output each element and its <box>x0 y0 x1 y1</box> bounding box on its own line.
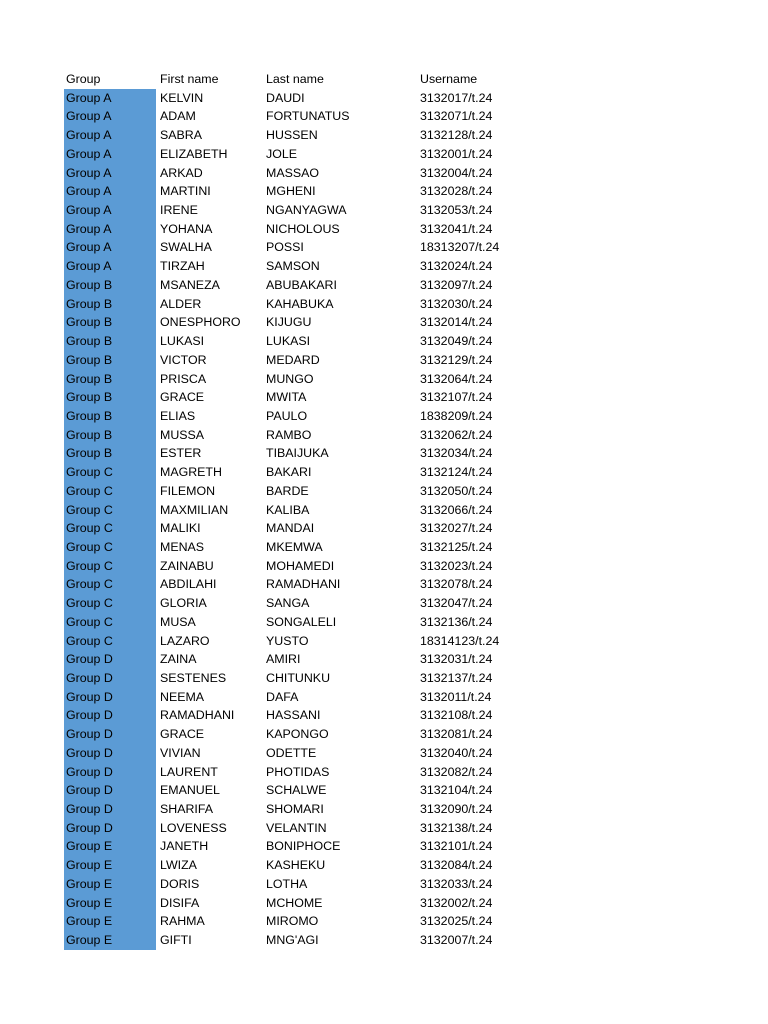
username-cell[interactable]: 3132001/t.24 <box>420 146 493 161</box>
group-cell[interactable]: Group B <box>64 332 156 351</box>
username-cell[interactable]: 3132062/t.24 <box>420 427 493 442</box>
group-cell[interactable]: Group A <box>64 164 156 183</box>
table-row <box>64 201 524 220</box>
first-name-cell[interactable]: LAZARO <box>160 633 210 648</box>
last-name-cell[interactable]: FORTUNATUS <box>266 109 350 124</box>
last-name-cell[interactable]: VELANTIN <box>266 820 327 835</box>
table-row <box>64 89 524 108</box>
last-name-cell[interactable]: KASHEKU <box>266 858 326 873</box>
table-row <box>64 351 524 370</box>
table-row <box>64 295 524 314</box>
table-row <box>64 482 524 501</box>
last-name-cell[interactable]: MWITA <box>266 390 307 405</box>
table-row <box>64 781 524 800</box>
table-row <box>64 856 524 875</box>
last-name-cell[interactable]: TIBAIJUKA <box>266 446 329 461</box>
table-row <box>64 313 524 332</box>
username-cell[interactable]: 3132128/t.24 <box>420 128 493 143</box>
username-cell[interactable]: 3132125/t.24 <box>420 539 493 554</box>
table-row <box>64 763 524 782</box>
group-cell[interactable]: Group E <box>64 894 156 913</box>
table-row <box>64 257 524 276</box>
first-name-cell[interactable]: VICTOR <box>160 352 207 367</box>
group-cell[interactable]: Group A <box>64 145 156 164</box>
first-name-cell[interactable]: MARTINI <box>160 184 211 199</box>
username-cell[interactable]: 3132053/t.24 <box>420 203 493 218</box>
table-row <box>64 463 524 482</box>
username-cell[interactable]: 3132050/t.24 <box>420 483 493 498</box>
table-row <box>64 126 524 145</box>
group-cell[interactable]: Group B <box>64 407 156 426</box>
last-name-cell[interactable]: HASSANI <box>266 708 321 723</box>
username-cell[interactable]: 3132129/t.24 <box>420 352 493 367</box>
username-cell[interactable]: 3132011/t.24 <box>420 689 492 704</box>
first-name-cell[interactable]: DORIS <box>160 876 200 891</box>
username-cell[interactable]: 3132034/t.24 <box>420 446 493 461</box>
username-cell[interactable]: 3132138/t.24 <box>420 820 493 835</box>
last-name-cell[interactable]: RAMADHANI <box>266 577 341 592</box>
group-cell[interactable]: Group C <box>64 632 156 651</box>
first-name-cell[interactable]: FILEMON <box>160 483 216 498</box>
group-cell[interactable]: Group D <box>64 781 156 800</box>
group-cell[interactable]: Group C <box>64 482 156 501</box>
last-name-cell[interactable]: YUSTO <box>266 633 309 648</box>
group-cell[interactable]: Group D <box>64 650 156 669</box>
first-name-cell[interactable]: DISIFA <box>160 895 200 910</box>
group-cell[interactable]: Group B <box>64 444 156 463</box>
table-row <box>64 519 524 538</box>
last-name-cell[interactable]: PAULO <box>266 408 308 423</box>
username-cell[interactable]: 3132064/t.24 <box>420 371 493 386</box>
username-cell[interactable]: 3132090/t.24 <box>420 802 493 817</box>
first-name-cell[interactable]: MSANEZA <box>160 277 220 292</box>
table-row <box>64 819 524 838</box>
group-cell[interactable]: Group D <box>64 669 156 688</box>
group-cell[interactable]: Group E <box>64 856 156 875</box>
username-cell[interactable]: 3132007/t.24 <box>420 933 493 948</box>
group-cell[interactable]: Group A <box>64 182 156 201</box>
first-name-cell[interactable]: ARKAD <box>160 165 203 180</box>
table-row <box>64 931 524 950</box>
table-row <box>64 370 524 389</box>
first-name-cell[interactable]: MAGRETH <box>160 465 222 480</box>
last-name-cell[interactable]: MANDAI <box>266 521 315 536</box>
first-name-cell[interactable]: GIFTI <box>160 933 192 948</box>
username-cell[interactable]: 18314123/t.24 <box>420 633 500 648</box>
group-cell[interactable]: Group B <box>64 276 156 295</box>
last-name-cell[interactable]: NICHOLOUS <box>266 221 340 236</box>
first-name-cell[interactable]: ABDILAHI <box>160 577 217 592</box>
last-name-cell[interactable]: SANGA <box>266 596 310 611</box>
last-name-cell[interactable]: RAMBO <box>266 427 312 442</box>
header-row <box>64 70 524 89</box>
group-cell[interactable]: Group C <box>64 463 156 482</box>
last-name-cell[interactable]: MKEMWA <box>266 539 323 554</box>
first-name-cell[interactable]: RAHMA <box>160 914 205 929</box>
first-name-cell[interactable]: SWALHA <box>160 240 212 255</box>
group-cell[interactable]: Group B <box>64 313 156 332</box>
username-cell[interactable]: 3132107/t.24 <box>420 390 493 405</box>
first-name-cell[interactable]: LUKASI <box>160 334 205 349</box>
table-row <box>64 220 524 239</box>
first-name-cell[interactable]: MUSA <box>160 614 196 629</box>
last-name-cell[interactable]: SCHALWE <box>266 783 327 798</box>
header-username[interactable]: Username <box>420 72 478 86</box>
group-cell[interactable]: Group E <box>64 837 156 856</box>
group-cell[interactable]: Group C <box>64 557 156 576</box>
group-cell[interactable]: Group A <box>64 107 156 126</box>
group-cell[interactable]: Group B <box>64 295 156 314</box>
last-name-cell[interactable]: ABUBAKARI <box>266 277 337 292</box>
last-name-cell[interactable]: BARDE <box>266 483 309 498</box>
username-cell[interactable]: 3132066/t.24 <box>420 502 493 517</box>
group-cell[interactable]: Group C <box>64 538 156 557</box>
last-name-cell[interactable]: AMIRI <box>266 652 301 667</box>
first-name-cell[interactable]: SHARIFA <box>160 802 214 817</box>
group-cell[interactable]: Group C <box>64 613 156 632</box>
last-name-cell[interactable]: SHOMARI <box>266 802 324 817</box>
first-name-cell[interactable]: LWIZA <box>160 858 197 873</box>
username-cell[interactable]: 3132028/t.24 <box>420 184 493 199</box>
last-name-cell[interactable]: JOLE <box>266 146 297 161</box>
username-cell[interactable]: 3132137/t.24 <box>420 671 493 685</box>
table-row <box>64 407 524 426</box>
first-name-cell[interactable]: LAURENT <box>160 764 218 779</box>
table-row <box>64 912 524 931</box>
username-cell[interactable]: 3132024/t.24 <box>420 259 493 274</box>
table-row <box>64 388 524 407</box>
group-cell[interactable]: Group D <box>64 706 156 725</box>
group-cell[interactable]: Group D <box>64 800 156 819</box>
table-row <box>64 632 524 651</box>
last-name-cell[interactable]: MIROMO <box>266 914 319 929</box>
table-row <box>64 725 524 744</box>
username-cell[interactable]: 3132082/t.24 <box>420 764 493 779</box>
group-cell[interactable]: Group A <box>64 220 156 239</box>
table-row <box>64 501 524 520</box>
username-cell[interactable]: 3132097/t.24 <box>420 277 493 292</box>
table-row <box>64 557 524 576</box>
first-name-cell[interactable]: SESTENES <box>160 671 227 685</box>
table-row <box>64 107 524 126</box>
table-row <box>64 575 524 594</box>
username-cell[interactable]: 3132081/t.24 <box>420 727 493 742</box>
first-name-cell[interactable]: MAXMILIAN <box>160 502 229 517</box>
first-name-cell[interactable]: ZAINABU <box>160 558 214 573</box>
last-name-cell[interactable]: MCHOME <box>266 895 323 910</box>
table-row <box>64 164 524 183</box>
group-cell[interactable]: Group D <box>64 763 156 782</box>
first-name-cell[interactable]: ONESPHORO <box>160 315 241 330</box>
last-name-cell[interactable]: LOTHA <box>266 876 308 891</box>
last-name-cell[interactable]: ODETTE <box>266 745 317 760</box>
first-name-cell[interactable]: ZAINA <box>160 652 197 667</box>
username-cell[interactable]: 3132136/t.24 <box>420 614 493 629</box>
username-cell[interactable]: 3132071/t.24 <box>420 109 493 124</box>
username-cell[interactable]: 3132049/t.24 <box>420 334 493 349</box>
first-name-cell[interactable]: SABRA <box>160 128 203 143</box>
group-cell[interactable]: Group B <box>64 388 156 407</box>
last-name-cell[interactable]: MEDARD <box>266 352 320 367</box>
username-cell[interactable]: 3132104/t.24 <box>420 783 493 798</box>
table-row <box>64 875 524 894</box>
last-name-cell[interactable]: SONGALELI <box>266 614 337 629</box>
first-name-cell[interactable]: MALIKI <box>160 521 201 536</box>
first-name-cell[interactable]: ESTER <box>160 446 202 461</box>
last-name-cell[interactable]: HUSSEN <box>266 128 318 143</box>
group-cell[interactable]: Group C <box>64 519 156 538</box>
table-row <box>64 444 524 463</box>
group-cell[interactable]: Group D <box>64 688 156 707</box>
table-row <box>64 238 524 257</box>
group-cell[interactable]: Group A <box>64 201 156 220</box>
first-name-cell[interactable]: JANETH <box>160 839 209 854</box>
last-name-cell[interactable]: NGANYAGWA <box>266 203 347 218</box>
username-cell[interactable]: 3132030/t.24 <box>420 296 493 311</box>
first-name-cell[interactable]: GRACE <box>160 390 205 405</box>
last-name-cell[interactable]: PHOTIDAS <box>266 764 330 779</box>
group-cell[interactable]: Group E <box>64 931 156 950</box>
first-name-cell[interactable]: YOHANA <box>160 221 213 236</box>
group-cell[interactable]: Group E <box>64 912 156 931</box>
first-name-cell[interactable]: MENAS <box>160 539 205 554</box>
last-name-cell[interactable]: POSSI <box>266 240 304 255</box>
first-name-cell[interactable]: ALDER <box>160 296 202 311</box>
group-cell[interactable]: Group C <box>64 575 156 594</box>
username-cell[interactable]: 3132033/t.24 <box>420 876 493 891</box>
group-cell[interactable]: Group A <box>64 89 156 108</box>
last-name-cell[interactable]: KAPONGO <box>266 727 329 742</box>
group-cell[interactable]: Group A <box>64 126 156 145</box>
table-body <box>64 89 524 950</box>
username-cell[interactable]: 3132084/t.24 <box>420 858 493 873</box>
first-name-cell[interactable]: IRENE <box>160 203 198 218</box>
username-cell[interactable]: 3132002/t.24 <box>420 895 493 910</box>
first-name-cell[interactable]: NEEMA <box>160 689 205 704</box>
table-row <box>64 650 524 669</box>
username-cell[interactable]: 3132014/t.24 <box>420 315 493 330</box>
first-name-cell[interactable]: LOVENESS <box>160 820 227 835</box>
first-name-cell[interactable]: TIRZAH <box>160 259 205 274</box>
first-name-cell[interactable]: ADAM <box>160 109 196 124</box>
first-name-cell[interactable]: PRISCA <box>160 371 207 386</box>
last-name-cell[interactable]: KAHABUKA <box>266 296 334 311</box>
table-row <box>64 800 524 819</box>
table-row <box>64 538 524 557</box>
group-cell[interactable]: Group C <box>64 501 156 520</box>
table-row <box>64 688 524 707</box>
table-row <box>64 182 524 201</box>
username-cell[interactable]: 3132025/t.24 <box>420 914 493 929</box>
first-name-cell[interactable]: ELIZABETH <box>160 146 228 161</box>
last-name-cell[interactable]: BAKARI <box>266 465 312 480</box>
table-row <box>64 145 524 164</box>
group-cell[interactable]: Group D <box>64 725 156 744</box>
username-cell[interactable]: 3132101/t.24 <box>420 839 493 854</box>
first-name-cell[interactable]: GLORIA <box>160 596 207 611</box>
username-cell[interactable]: 1838209/t.24 <box>420 408 493 423</box>
username-cell[interactable]: 3132047/t.24 <box>420 596 493 611</box>
last-name-cell[interactable]: MNG'AGI <box>266 933 319 948</box>
last-name-cell[interactable]: DAFA <box>266 689 299 704</box>
group-cell[interactable]: Group D <box>64 744 156 763</box>
first-name-cell[interactable]: KELVIN <box>160 90 204 105</box>
table-row <box>64 332 524 351</box>
header-first-name[interactable]: First name <box>160 72 219 86</box>
username-cell[interactable]: 3132031/t.24 <box>420 652 493 667</box>
table-row <box>64 837 524 856</box>
first-name-cell[interactable]: RAMADHANI <box>160 708 235 723</box>
last-name-cell[interactable]: BONIPHOCE <box>266 839 341 854</box>
table-row <box>64 594 524 613</box>
username-cell[interactable]: 18313207/t.24 <box>420 240 500 255</box>
last-name-cell[interactable]: KALIBA <box>266 502 310 517</box>
last-name-cell[interactable]: MOHAMEDI <box>266 558 335 573</box>
last-name-cell[interactable]: DAUDI <box>266 90 305 105</box>
first-name-cell[interactable]: GRACE <box>160 727 205 742</box>
group-cell[interactable]: Group E <box>64 875 156 894</box>
last-name-cell[interactable]: MGHENI <box>266 184 316 199</box>
table-row <box>64 426 524 445</box>
header-group[interactable]: Group <box>66 72 101 86</box>
username-cell[interactable]: 3132078/t.24 <box>420 577 493 592</box>
username-cell[interactable]: 3132040/t.24 <box>420 745 493 760</box>
group-cell[interactable]: Group B <box>64 370 156 389</box>
first-name-cell[interactable]: ELIAS <box>160 408 196 423</box>
username-cell[interactable]: 3132004/t.24 <box>420 165 493 180</box>
last-name-cell[interactable]: SAMSON <box>266 259 320 274</box>
table-row <box>64 744 524 763</box>
table-row <box>64 613 524 632</box>
group-cell[interactable]: Group B <box>64 426 156 445</box>
last-name-cell[interactable]: KIJUGU <box>266 315 312 330</box>
last-name-cell[interactable]: MASSAO <box>266 165 320 180</box>
first-name-cell[interactable]: EMANUEL <box>160 783 220 798</box>
username-cell[interactable]: 3132023/t.24 <box>420 558 493 573</box>
spreadsheet-table <box>64 70 524 950</box>
table-row <box>64 276 524 295</box>
username-cell[interactable]: 3132041/t.24 <box>420 221 493 236</box>
last-name-cell[interactable]: CHITUNKU <box>266 671 331 685</box>
group-cell[interactable]: Group C <box>64 594 156 613</box>
group-cell[interactable]: Group B <box>64 351 156 370</box>
header-last-name[interactable]: Last name <box>266 72 324 86</box>
first-name-cell[interactable]: MUSSA <box>160 427 205 442</box>
table-row <box>64 706 524 725</box>
username-cell[interactable]: 3132108/t.24 <box>420 708 493 723</box>
table-row <box>64 894 524 913</box>
group-cell[interactable]: Group A <box>64 238 156 257</box>
group-cell[interactable]: Group A <box>64 257 156 276</box>
first-name-cell[interactable]: VIVIAN <box>160 745 201 760</box>
username-cell[interactable]: 3132027/t.24 <box>420 521 493 536</box>
group-cell[interactable]: Group D <box>64 819 156 838</box>
last-name-cell[interactable]: MUNGO <box>266 371 314 386</box>
table-row <box>64 669 524 688</box>
last-name-cell[interactable]: LUKASI <box>266 334 311 349</box>
username-cell[interactable]: 3132124/t.24 <box>420 465 493 480</box>
username-cell[interactable]: 3132017/t.24 <box>420 90 493 105</box>
